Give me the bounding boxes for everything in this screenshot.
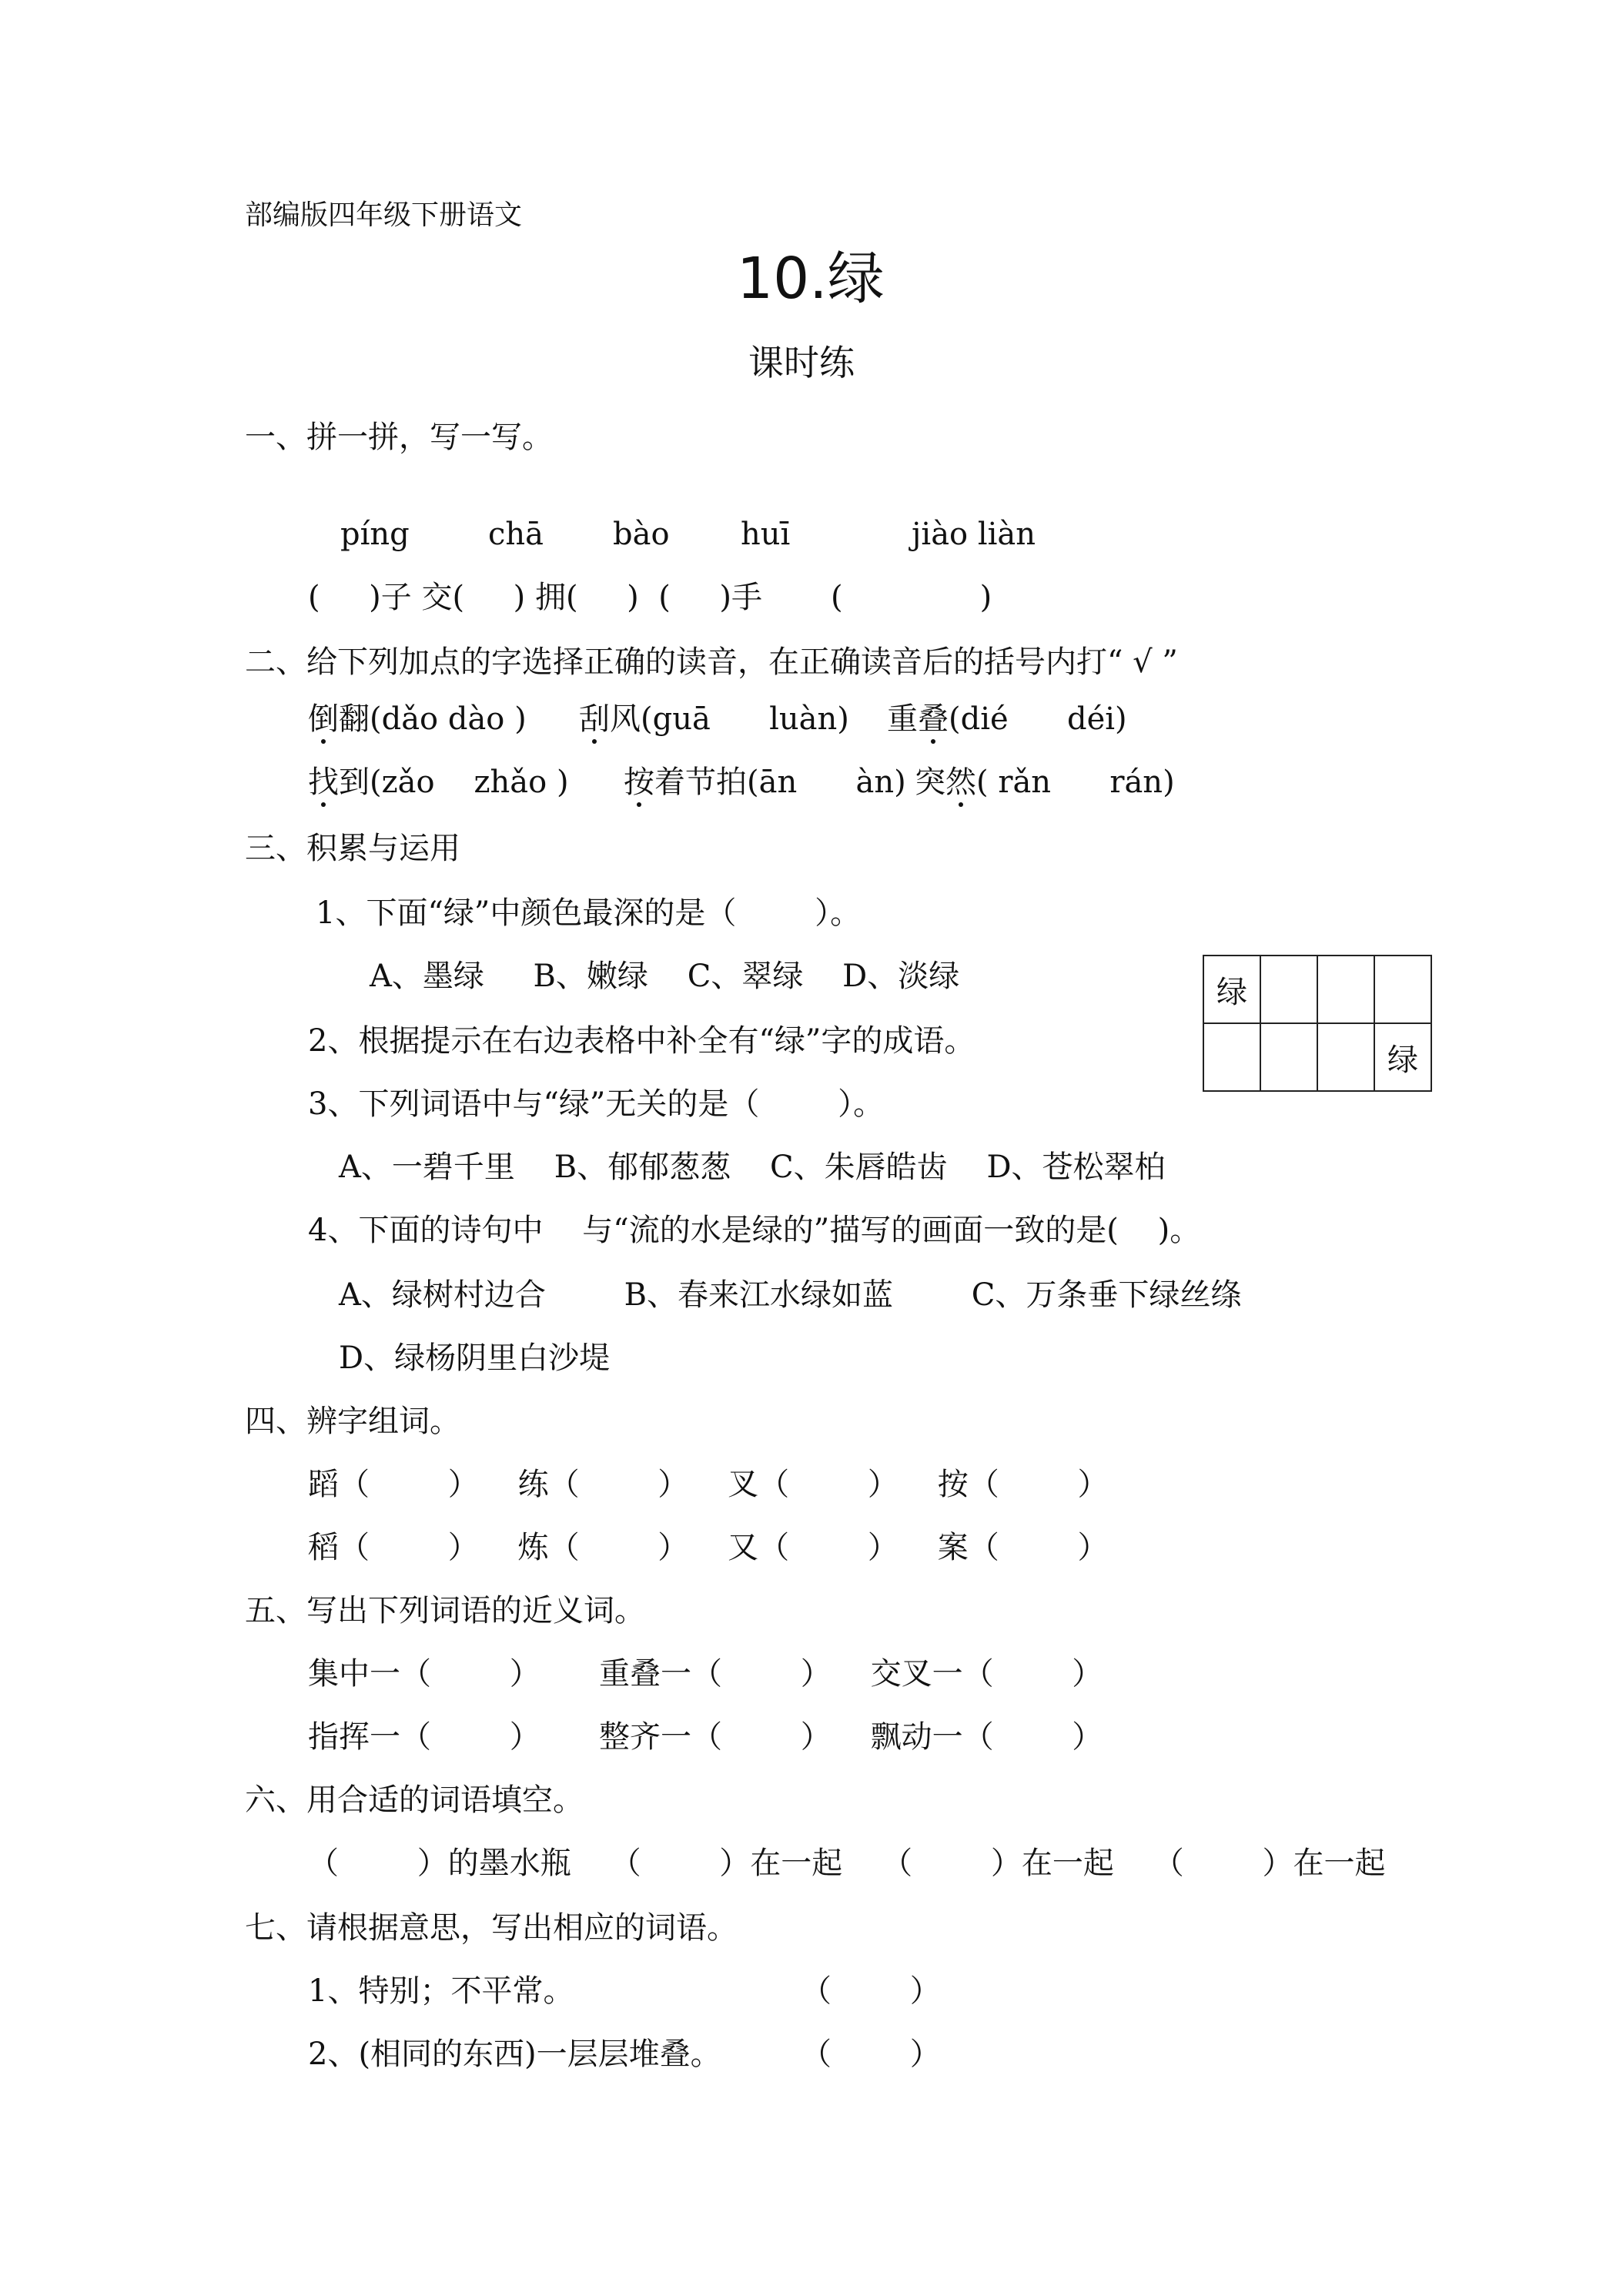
question-3-4: 4、下面的诗句中 与“流的水是绿的”描写的画面一致的是( )。 (308, 1213, 1201, 1248)
question-3-3-options: A、一碧千里 B、郁郁葱葱 C、朱唇皓齿 D、苍松翠柏 (339, 1150, 1166, 1185)
section-4-row-2: 稻（ ） 炼（ ） 又（ ） 案（ ） (308, 1530, 1109, 1565)
pinyin-4: huī (741, 517, 791, 552)
question-3-4-option-d: D、绿杨阴里白沙堤 (339, 1340, 611, 1376)
dotted-char: 找 (308, 765, 339, 800)
idiom-grid-cell[interactable]: 绿 (1204, 956, 1261, 1024)
reading-item-6 (915, 767, 1175, 798)
question-3-1: 1、下面“绿”中颜色最深的是（ ）。 (316, 895, 862, 931)
idiom-grid (1203, 955, 1432, 1092)
section-5-heading: 五、写出下列词语的近义词。 (245, 1593, 645, 1628)
reading-item-4 (308, 767, 569, 798)
section-1-blanks: ( )子 交( ) 拥( ) ( )手 ( ) (308, 580, 992, 615)
section-6-row: （ ）的墨水瓶 （ ）在一起 （ ）在一起 （ ）在一起 (308, 1846, 1386, 1881)
idiom-grid-cell[interactable] (1375, 956, 1432, 1024)
reading-item-text: (dié déi) (949, 701, 1127, 737)
idiom-grid-cell[interactable] (1261, 956, 1318, 1024)
answer-blank-7-2: （ ） (801, 2037, 941, 2072)
reading-item-2 (579, 701, 849, 737)
dotted-char: 叠 (918, 701, 949, 737)
dotted-char: 刮 (579, 701, 610, 737)
pinyin-1: píng (340, 517, 410, 552)
reading-item-prefix: 重 (887, 701, 918, 737)
section-3-heading: 三、积累与运用 (245, 831, 460, 866)
idiom-grid-cell[interactable]: 绿 (1375, 1024, 1432, 1092)
question-7-2: 2、(相同的东西)一层层堆叠。 (308, 2037, 721, 2072)
idiom-grid-cell[interactable] (1318, 956, 1375, 1024)
reading-item-text: 风(guā luàn) (610, 701, 849, 737)
question-3-2: 2、根据提示在右边表格中补全有“绿”字的成语。 (308, 1023, 975, 1059)
pinyin-5: jiào liàn (912, 517, 1036, 552)
dotted-char: 按 (624, 765, 654, 800)
reading-item-text: 翻(dǎo dào ) (339, 701, 527, 737)
section-1-heading: 一、拼一拼，写一写。 (245, 420, 553, 455)
section-4-heading: 四、辨字组词。 (245, 1404, 460, 1439)
reading-item-text: 着节拍(ān àn) (654, 765, 906, 800)
dotted-char: 然 (945, 765, 976, 800)
idiom-grid-cell[interactable] (1204, 1024, 1261, 1092)
section-5-row-1: 集中一（ ） 重叠一（ ） 交叉一（ ） (308, 1656, 1103, 1692)
answer-blank-7-1: （ ） (801, 1973, 941, 2009)
lesson-subtitle: 课时练 (748, 342, 855, 383)
section-5-row-2: 指挥一（ ） 整齐一（ ） 飘动一（ ） (308, 1719, 1103, 1755)
dotted-char: 倒 (308, 701, 339, 737)
question-7-1: 1、特别；不平常。 (308, 1973, 574, 2009)
document-header: 部编版四年级下册语文 (245, 199, 523, 231)
question-3-4-options: A、绿树村边合 B、春来江水绿如蓝 C、万条垂下绿丝绦 (339, 1277, 1242, 1313)
reading-item-text: 到(zǎo zhǎo ) (339, 765, 569, 800)
reading-item-3 (887, 701, 1127, 737)
idiom-grid-cell[interactable] (1318, 1024, 1375, 1092)
reading-item-1 (308, 701, 527, 737)
question-3-3: 3、下列词语中与“绿”无关的是（ ）。 (308, 1086, 885, 1122)
section-4-row-1: 蹈（ ） 练（ ） 叉（ ） 按（ ） (308, 1467, 1109, 1502)
idiom-grid-cell[interactable] (1261, 1024, 1318, 1092)
reading-item-text: ( rǎn rán) (976, 765, 1175, 800)
question-3-1-options: A、墨绿 B、嫩绿 C、翠绿 D、淡绿 (370, 959, 960, 994)
pinyin-2: chā (488, 517, 544, 552)
reading-item-prefix: 突 (915, 765, 945, 800)
reading-item-5 (624, 767, 906, 798)
pinyin-3: bào (613, 517, 670, 552)
section-7-heading: 七、请根据意思，写出相应的词语。 (245, 1910, 738, 1946)
section-2-heading: 二、给下列加点的字选择正确的读音，在正确读音后的括号内打“ √ ” (245, 644, 1178, 680)
lesson-title: 10.绿 (737, 246, 885, 312)
section-6-heading: 六、用合适的词语填空。 (245, 1782, 584, 1818)
